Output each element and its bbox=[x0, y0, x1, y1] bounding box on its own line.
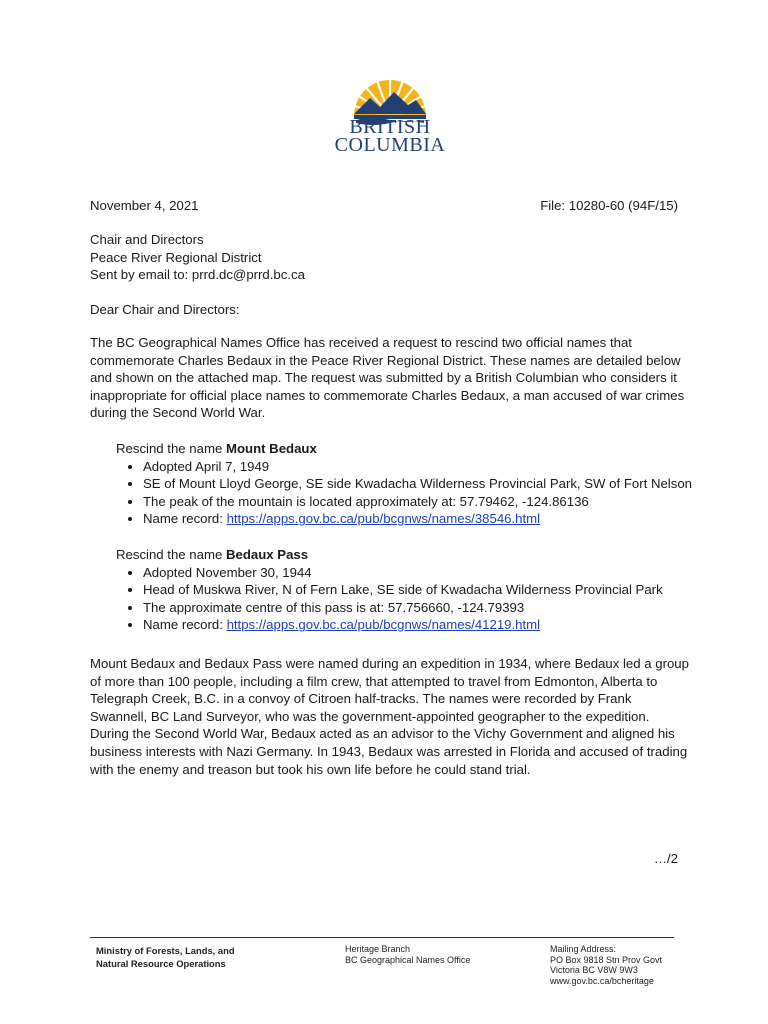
rescind-prefix: Rescind the name bbox=[116, 441, 226, 456]
list-item: • Adopted November 30, 1944 bbox=[143, 564, 696, 582]
footer-ministry bbox=[96, 944, 235, 970]
footer-line: BC Geographical Names Office bbox=[345, 954, 471, 965]
record-label: Name record: bbox=[143, 617, 227, 633]
list-item: • Head of Muskwa River, N of Fern Lake, SE side of Kwadacha Wilderness Provincial Park bbox=[143, 581, 696, 599]
logo-wordmark-british: BRITISH bbox=[349, 116, 431, 138]
history-paragraph: Mount Bedaux and Bedaux Pass were named during an expedition in 1934, where Bedaux led a group of more than 100 people, including a film crew, that attempted to travel from Edmonton, Alberta to Telegraph Creek, B.C. in a convoy of Citroen half-tracks. The names were recorded by Frank Swannell, BC Land Surveyor, who was the government-appointed geographer to the expedition. During the Second World War, Bedaux acted as an advisor to the Vichy Government and aligned his business interests with Nazi Germany. In 1943, Bedaux was arrested in Florida and accused of trading with the enemy and treason but took his own life before he could stand trial. bbox=[90, 656, 689, 777]
place-name: Bedaux Pass bbox=[225, 547, 309, 562]
footer-branch bbox=[345, 944, 470, 965]
list-item: • Adopted April 7, 1949 bbox=[143, 458, 696, 476]
recipient-email-line: Sent by email to: prrd.dc@prrd.bc.ca bbox=[90, 267, 305, 283]
name-details-list bbox=[116, 564, 696, 634]
rescind-heading bbox=[116, 546, 696, 564]
list-item bbox=[143, 510, 696, 528]
rescind-heading bbox=[116, 440, 696, 458]
logo-wordmark-columbia: COLUMBIA bbox=[334, 134, 446, 156]
rescind-block-bedaux-pass bbox=[116, 546, 696, 634]
list-item bbox=[143, 616, 696, 634]
footer-line: Ministry of Forests, Lands, and bbox=[96, 945, 235, 956]
footer-line: Natural Resource Operations bbox=[96, 958, 226, 969]
list-item: • The peak of the mountain is located approximately at: 57.79462, -124.86136 bbox=[143, 493, 696, 511]
place-name: Mount Bedaux bbox=[225, 441, 317, 456]
name-record-link[interactable]: https://apps.gov.bc.ca/pub/bcgnws/names/38546.html bbox=[226, 511, 541, 527]
footer-website: www.gov.bc.ca/bcheritage bbox=[550, 975, 654, 986]
footer-divider bbox=[90, 937, 674, 938]
name-record-link[interactable]: https://apps.gov.bc.ca/pub/bcgnws/names/41219.html bbox=[226, 617, 541, 633]
rescind-block-mount-bedaux bbox=[116, 440, 696, 528]
footer-line: PO Box 9818 Stn Prov Govt bbox=[550, 954, 663, 965]
recipient-block bbox=[90, 231, 305, 284]
file-number: File: 10280-60 (94F/15) bbox=[540, 198, 678, 213]
list-item: • SE of Mount Lloyd George, SE side Kwadacha Wilderness Provincial Park, SW of Fort Nelson bbox=[143, 475, 696, 493]
page-continuation-marker: …/2 bbox=[653, 851, 678, 866]
rescind-prefix: Rescind the name bbox=[116, 547, 226, 562]
footer-line: Victoria BC V8W 9W3 bbox=[550, 965, 638, 975]
record-label: Name record: bbox=[143, 511, 227, 527]
footer-line: Heritage Branch bbox=[345, 944, 411, 954]
salutation: Dear Chair and Directors: bbox=[90, 302, 240, 317]
recipient-line: Chair and Directors bbox=[90, 232, 204, 247]
list-item: • The approximate centre of this pass is at: 57.756660, -124.79393 bbox=[143, 599, 696, 617]
letter-date: November 4, 2021 bbox=[90, 198, 199, 213]
recipient-line: Peace River Regional District bbox=[90, 249, 262, 265]
intro-paragraph: The BC Geographical Names Office has received a request to rescind two official names that commemorate Charles Bedaux in the Peace River Regional District. These names are detailed below and shown on the attached map. The request was submitted by a British Columbian who considers it inappropriate for official place names to commemorate Charles Bedaux, a man accused of war crimes during the Second World War. bbox=[90, 335, 685, 421]
name-details-list bbox=[116, 458, 696, 528]
footer-mailing-address bbox=[550, 944, 662, 986]
footer-line: Mailing Address: bbox=[550, 944, 617, 954]
